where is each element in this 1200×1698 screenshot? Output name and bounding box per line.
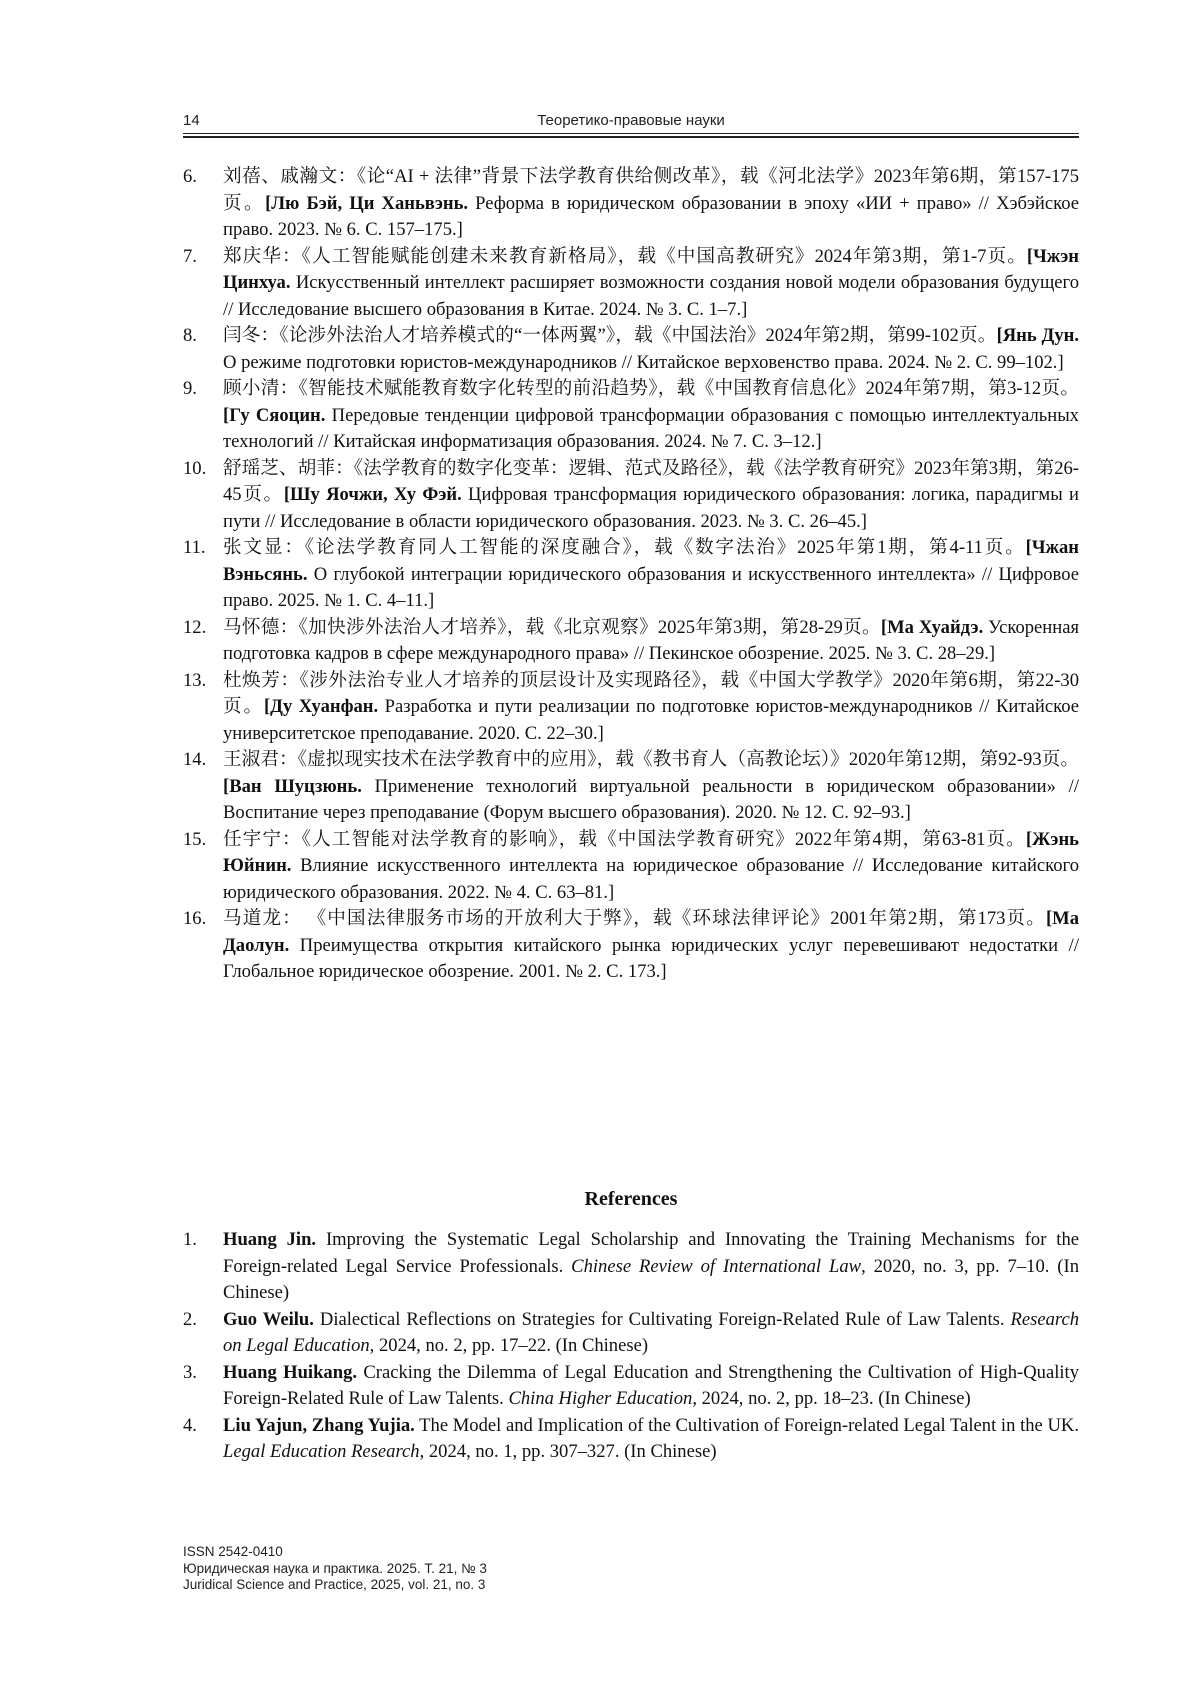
list-item: 16. 马道龙： 《中国法律服务市场的开放利大于弊》，载《环球法律评论》2001年第2期，第173页。[Ма Даолун. Преимущества открытия китайского рынка юридических услуг перевешивают недостатки // Глобальное юридическое обозрение. 2001. № 2. С. 173.]	[183, 908, 1079, 982]
list-item: 11. 张文显：《论法学教育同人工智能的深度融合》，载《数字法治》2025年第1期，第4-11页。[Чжан Вэньсянь. О глубокой интеграции юридического образования и искусственного интеллекта» // Цифровое право. 2025. № 1. С. 4–11.]	[183, 537, 1079, 611]
list-item: 10. 舒瑶芝、胡菲：《法学教育的数字化变革：逻辑、范式及路径》，载《法学教育研究》2023年第3期，第26-45页。[Шу Яочжи, Ху Фэй. Цифровая трансформация юридического образования: логика, парадигмы и пути // Исследование в области юридического образования. 2023. № 3. С. 26–45.]	[183, 457, 1079, 532]
list-item: 7. 郑庆华：《人工智能赋能创建未来教育新格局》，载《中国高教研究》2024年第3期，第1-7页。[Чжэн Цинхуа. Искусственный интеллект расширяет возможности создания новой модели образования будущего // Исследование высшего образования в Китае. 2024. № 3. С. 1–7.]	[183, 245, 1079, 320]
header-rule-thick	[183, 136, 1079, 138]
list-item: 15. 任宇宁：《人工智能对法学教育的影响》，载《中国法学教育研究》2022年第4期，第63-81页。[Жэнь Юйнин. Влияние искусственного интеллекта на юридическое образование // Исследование китайского юридического образования. 2022. № 4. С. 63–81.]	[183, 828, 1079, 903]
list-item: 14. 王淑君：《虚拟现实技术在法学教育中的应用》，载《教书育人（高教论坛）》2020年第12期，第92-93页。[Ван Шуцзюнь. Применение технологий виртуальной реальности в юридическом образовании» // Воспитание через преподавание (Форум высшего образования). 2020. № 12. С. 92–93.]	[183, 749, 1079, 823]
running-title: Теоретико-правовые науки	[537, 112, 725, 129]
references-list	[183, 1227, 1079, 1466]
journal-title-ru: Юридическая наука и практика. 2025. Т. 21, № 3	[183, 1560, 487, 1576]
references-heading: References	[584, 1188, 678, 1210]
list-item: 2. Guo Weilu. Dialectical Reflections on Strategies for Cultivating Foreign-Related Rule of Law Talents. Research on Legal Education, 2024, no. 2, pp. 17–22. (In Chinese)	[183, 1308, 1079, 1356]
list-item: 12. 马怀德：《加快涉外法治人才培养》，载《北京观察》2025年第3期，第28-29页。[Ма Хуайдэ. Ускоренная подготовка кадров в сфере международного права» // Пекинское обозрение. 2025. № 3. С. 28–29.]	[183, 616, 1079, 664]
list-item: 4. Liu Yajun, Zhang Yujia. The Model and Implication of the Cultivation of Foreign-related Legal Talent in the UK. Legal Education Research, 2024, no. 1, pp. 307–327. (In Chinese)	[183, 1414, 1079, 1462]
header-rule-thin	[183, 133, 1079, 134]
list-item: 1. Huang Jin. Improving the Systematic Legal Scholarship and Innovating the Training Mechanisms for the Foreign-related Legal Service Professionals. Chinese Review of International Law, 2020, no. 3, pp. 7–10. (In Chinese)	[183, 1229, 1080, 1303]
list-item: 13. 杜焕芳：《涉外法治专业人才培养的顶层设计及实现路径》，载《中国大学教学》2020年第6期，第22-30页。[Ду Хуанфан. Разработка и пути реализации по подготовке юристов-международников // Китайское университетское преподавание. 2020. С. 22–30.]	[183, 669, 1080, 744]
reference-list-continued	[183, 164, 1079, 986]
list-item: 9. 顾小清：《智能技术赋能教育数字化转型的前沿趋势》，载《中国教育信息化》2024年第7期，第3-12页。[Гу Сяоцин. Передовые тенденции цифровой трансформации образования с помощью интеллектуальных технологий // Китайская информатизация образования. 2024. № 7. С. 3–12.]	[183, 378, 1079, 452]
list-item: 8. 闫冬：《论涉外法治人才培养模式的“一体两翼”》，载《中国法治》2024年第2期，第99-102页。[Янь Дун. О режиме подготовки юристов-международников // Китайское верховенство права. 2024. № 2. С. 99–102.]	[183, 325, 1080, 373]
list-item: 6. 刘蓓、戚瀚文：《论“AI + 法律”背景下法学教育供给侧改革》，载《河北法学》2023年第6期，第157-175页。[Лю Бэй, Ци Ханьвэнь. Реформа в юридическом образовании в эпоху «ИИ + право» // Хэбэйское право. 2023. № 6. С. 157–175.]	[183, 166, 1079, 240]
journal-footer	[183, 1544, 487, 1594]
list-item: 3. Huang Huikang. Cracking the Dilemma of Legal Education and Strengthening the Cultivation of High-Quality Foreign-Related Rule of Law Talents. China Higher Education, 2024, no. 2, pp. 18–23. (In Chinese)	[183, 1361, 1080, 1409]
page-number: 14	[183, 112, 200, 129]
journal-title-en: Juridical Science and Practice, 2025, vol. 21, no. 3	[183, 1577, 486, 1592]
issn: ISSN 2542-0410	[183, 1544, 283, 1559]
